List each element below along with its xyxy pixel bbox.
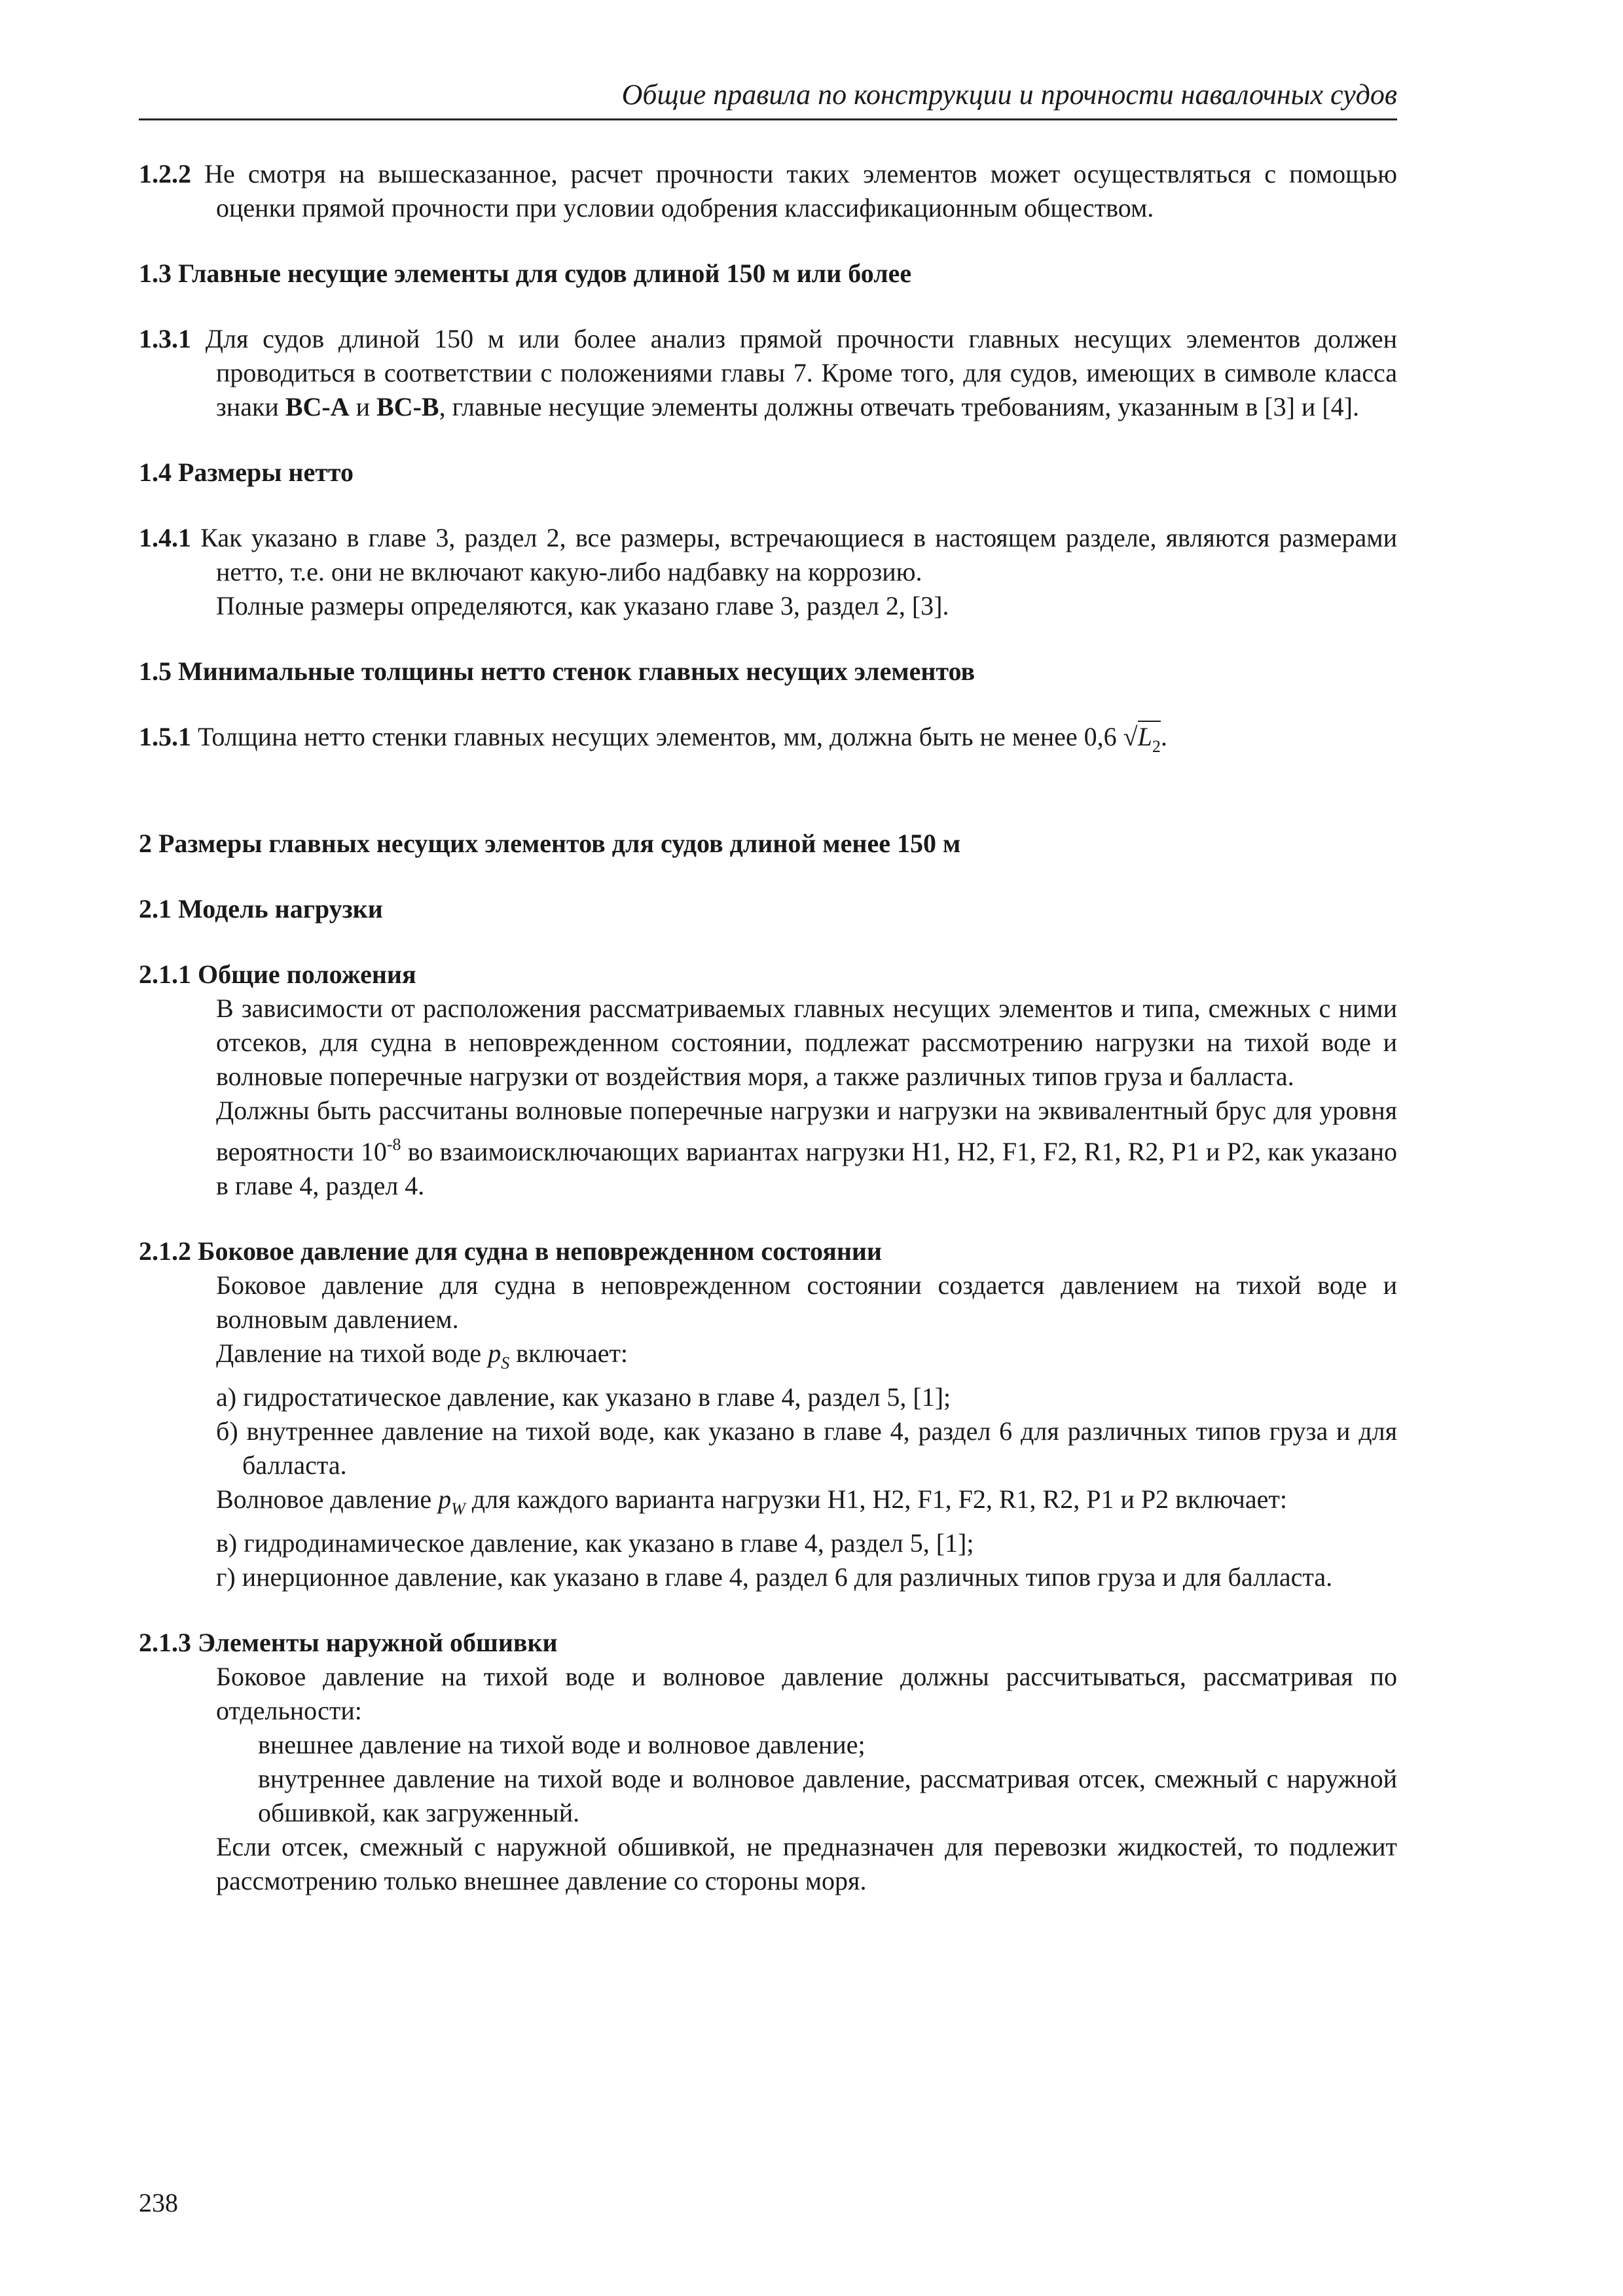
paragraph-1-5-1 bbox=[139, 720, 1397, 764]
exponent: -8 bbox=[386, 1135, 401, 1154]
list-item-a: а) гидростатическое давление, как указано в главе 4, раздел 5, [1]; bbox=[216, 1382, 951, 1412]
paragraph-text: Волновое давление bbox=[216, 1484, 439, 1514]
variable-p: p bbox=[488, 1338, 501, 1368]
class-notation-bc-b: BC-B bbox=[376, 392, 439, 422]
paragraph-2-1-2-a: Боковое давление для судна в неповрежденном состоянии создается давлением на тихой воде и волновым давлением. bbox=[216, 1270, 1397, 1334]
square-root-sign: √ bbox=[1123, 722, 1138, 751]
paragraph-text: Не смотря на вышесказанное, расчет прочности таких элементов может осуществляться с помощью оценки прямой прочности при условии одобрения классификационным обществом. bbox=[191, 159, 1397, 223]
list-item-d: г) инерционное давление, как указано в главе 4, раздел 6 для различных типов груза и для балласта. bbox=[216, 1562, 1333, 1592]
paragraph-text: во взаимоисключающих вариантах нагрузки H1, H2, F1, F2, R1, R2, P1 и P2, как указано в главе 4, раздел 4. bbox=[216, 1137, 1397, 1200]
clause-number: 1.3.1 bbox=[139, 324, 191, 353]
variable-subscript: S bbox=[501, 1354, 510, 1372]
paragraph-1-4-1-continued: Полные размеры определяются, как указано главе 3, раздел 2, [3]. bbox=[216, 591, 949, 620]
paragraph-text: Должны быть рассчитаны волновые поперечные нагрузки и нагрузки на эквивалентный брус для уровня вероятности 10 bbox=[216, 1096, 1397, 1166]
paragraph-text: Давление на тихой воде bbox=[216, 1338, 488, 1368]
paragraph-1-3-1 bbox=[139, 322, 1397, 424]
class-notation-bc-a: BC-A bbox=[285, 392, 350, 422]
paragraph-text: Для судов длиной 150 м или более анализ прямой прочности главных несущих элементов должен проводиться в соответствии с положениями главы 7. Кроме того, для судов, имеющих в символе класса знаки bbox=[191, 324, 1397, 422]
clause-number: 1.4.1 bbox=[139, 523, 191, 552]
list-item-b: б) внутреннее давление на тихой воде, как указано в главе 4, раздел 6 для различных типов груза и для балласта. bbox=[216, 1416, 1397, 1480]
conjunction-text: и bbox=[349, 392, 376, 422]
paragraph-text: включает: bbox=[509, 1338, 629, 1368]
paragraph-2-1-1-b bbox=[139, 1094, 1397, 1203]
paragraph-2-1-2-b bbox=[139, 1336, 1397, 1380]
variable-subscript: W bbox=[451, 1499, 465, 1518]
section-heading-1-5: 1.5 Минимальные толщины нетто стенок главных несущих элементов bbox=[139, 656, 976, 686]
variable-l: L bbox=[1137, 722, 1152, 751]
section-heading-2-1-1: 2.1.1 Общие положения bbox=[139, 960, 416, 989]
paragraph-1-4-1 bbox=[139, 521, 1397, 589]
variable-subscript: 2 bbox=[1152, 737, 1161, 756]
paragraph-2-1-2-c bbox=[139, 1482, 1397, 1526]
page-number: 238 bbox=[139, 2188, 178, 2217]
paragraph-text: Как указано в главе 3, раздел 2, все размеры, встречающиеся в настоящем разделе, являются размерами нетто, т.е. они не включают какую-либо надбавку на коррозию. bbox=[191, 523, 1397, 586]
paragraph-text: для каждого варианта нагрузки H1, H2, F1, F2, R1, R2, P1 и P2 включает: bbox=[465, 1484, 1287, 1514]
section-heading-1-4: 1.4 Размеры нетто bbox=[139, 457, 354, 487]
running-header-title: Общие правила по конструкции и прочности навалочных судов bbox=[621, 79, 1397, 111]
paragraph-2-1-3-b: Если отсек, смежный с наружной обшивкой, не предназначен для перевозки жидкостей, то подлежит рассмотрению только внешнее давление со стороны моря. bbox=[216, 1832, 1397, 1895]
variable-p: p bbox=[438, 1484, 452, 1514]
paragraph-text: Толщина нетто стенки главных несущих элементов, мм, должна быть не менее 0,6 bbox=[191, 722, 1123, 751]
paragraph-text: , главные несущие элементы должны отвечать требованиям, указанным в [3] и [4]. bbox=[439, 392, 1359, 422]
clause-number: 1.2.2 bbox=[139, 159, 191, 188]
section-heading-2-1-3: 2.1.3 Элементы наружной обшивки bbox=[139, 1628, 558, 1657]
paragraph-1-2-2 bbox=[139, 157, 1397, 225]
section-heading-2-1: 2.1 Модель нагрузки bbox=[139, 894, 383, 924]
paragraph-2-1-1-a: В зависимости от расположения рассматриваемых главных несущих элементов и типа, смежных с ними отсеков, для судна в неповрежденном состоянии, подлежат рассмотрению нагрузки на тихой воде и волновые поперечные нагрузки от воздействия моря, а также различных типов груза и балласта. bbox=[216, 994, 1397, 1091]
page-content bbox=[139, 157, 1397, 1898]
clause-number: 1.5.1 bbox=[139, 722, 191, 751]
section-heading-2-1-2: 2.1.2 Боковое давление для судна в неповрежденном состоянии bbox=[139, 1236, 882, 1266]
running-header bbox=[139, 71, 1397, 120]
chapter-heading-2: 2 Размеры главных несущих элементов для судов длиной менее 150 м bbox=[139, 829, 961, 858]
list-item-1: внешнее давление на тихой воде и волновое давление; bbox=[258, 1730, 866, 1759]
list-item-2: внутреннее давление на тихой воде и волновое давление, рассматривая отсек, смежный с наружной обшивкой, как загруженный. bbox=[258, 1764, 1397, 1827]
sentence-end: . bbox=[1160, 722, 1167, 751]
paragraph-2-1-3-a: Боковое давление на тихой воде и волновое давление должны рассчитываться, рассматривая по отдельности: bbox=[216, 1662, 1397, 1725]
list-item-c: в) гидродинамическое давление, как указано в главе 4, раздел 5, [1]; bbox=[216, 1528, 974, 1558]
section-heading-1-3: 1.3 Главные несущие элементы для судов длиной 150 м или более bbox=[139, 259, 912, 288]
